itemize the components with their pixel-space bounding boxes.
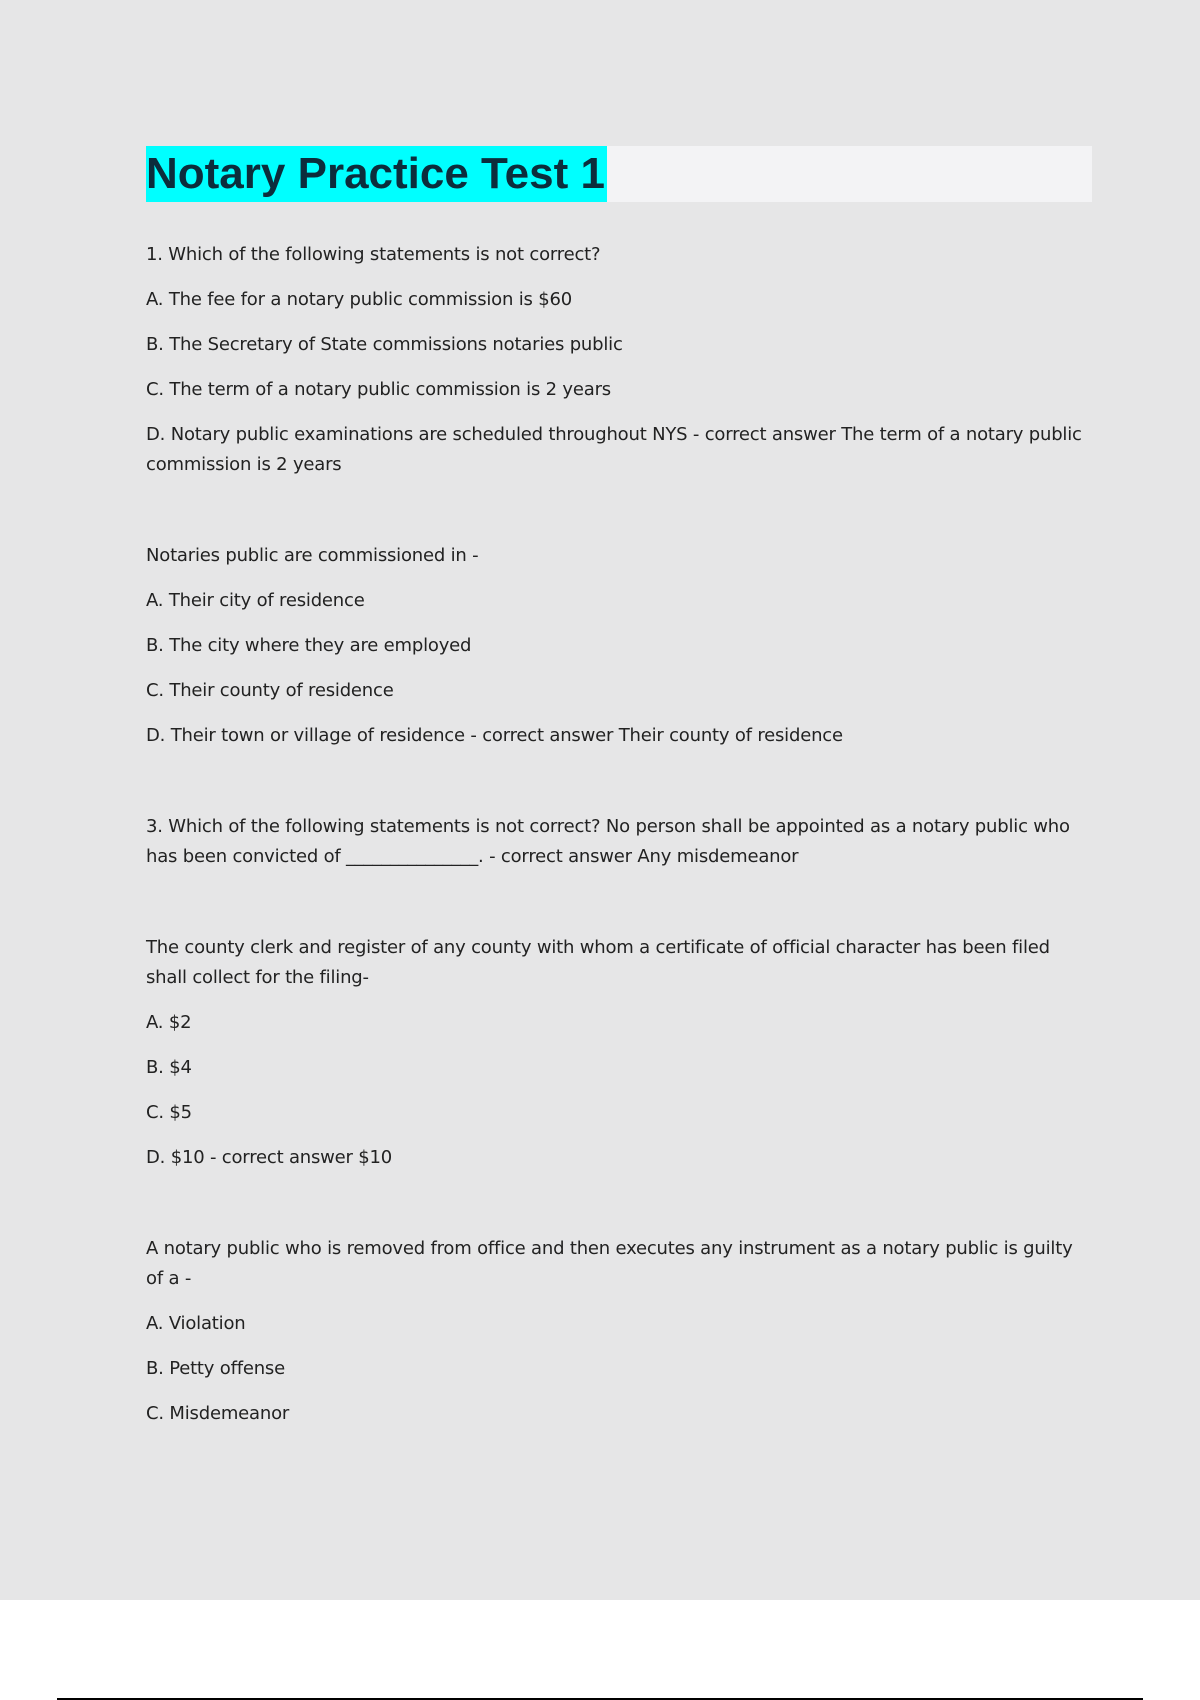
answer-option: A. $2 <box>146 1012 192 1033</box>
question-prompt: Notaries public are commissioned in - <box>146 545 479 566</box>
answer-option: C. The term of a notary public commission is 2 years <box>146 379 611 400</box>
document-content <box>146 146 1092 1444</box>
document-title: Notary Practice Test 1 <box>146 146 607 202</box>
answer-option: C. $5 <box>146 1102 192 1123</box>
question-prompt: A notary public who is removed from office and then executes any instrument as a notary public is guilty of a - <box>146 1238 1073 1289</box>
answer-option: B. $4 <box>146 1057 192 1078</box>
answer-option: B. The Secretary of State commissions notaries public <box>146 334 623 355</box>
answer-option: B. Petty offense <box>146 1358 285 1379</box>
answer-option: D. $10 - correct answer $10 <box>146 1147 393 1168</box>
answer-option: A. The fee for a notary public commission is $60 <box>146 289 572 310</box>
question-3 <box>146 812 1092 872</box>
answer-option: C. Their county of residence <box>146 680 394 701</box>
question-4 <box>146 933 1092 1173</box>
answer-option: B. The city where they are employed <box>146 635 472 656</box>
question-1 <box>146 240 1092 480</box>
title-bar <box>146 146 1092 202</box>
answer-option: C. Misdemeanor <box>146 1403 290 1424</box>
question-2 <box>146 541 1092 751</box>
question-prompt: 1. Which of the following statements is not correct? <box>146 244 601 265</box>
answer-option: A. Violation <box>146 1313 246 1334</box>
question-5 <box>146 1234 1092 1429</box>
answer-option: D. Notary public examinations are scheduled throughout NYS - correct answer The term of a notary public commission is 2 years <box>146 424 1082 475</box>
question-prompt: 3. Which of the following statements is not correct? No person shall be appointed as a notary public who has been convicted of _______________. - correct answer Any misdemeanor <box>146 816 1070 867</box>
question-prompt: The county clerk and register of any county with whom a certificate of official character has been filed shall collect for the filing- <box>146 937 1050 988</box>
answer-option: A. Their city of residence <box>146 590 365 611</box>
answer-option: D. Their town or village of residence - correct answer Their county of residence <box>146 725 843 746</box>
